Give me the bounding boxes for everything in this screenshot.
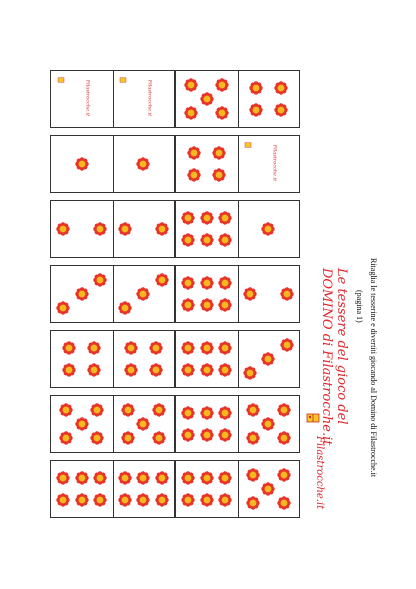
domino-tile (50, 265, 175, 323)
flower-pip-icon (277, 431, 291, 445)
tile-book-icon (244, 142, 252, 148)
flower-pip-icon (274, 81, 288, 95)
flower-pip-icon (200, 233, 214, 247)
domino-tile (50, 200, 175, 258)
tile-half-bottom (238, 331, 300, 387)
flower-pip-icon (121, 403, 135, 417)
flower-pip-icon (187, 168, 201, 182)
flower-pip-icon (124, 341, 138, 355)
tile-half-bottom (113, 201, 175, 257)
flower-pip-icon (59, 431, 73, 445)
flower-pip-icon (136, 471, 150, 485)
flower-pip-icon (261, 417, 275, 431)
flower-pip-icon (149, 363, 163, 377)
tile-half-top (176, 331, 238, 387)
flower-pip-icon (155, 273, 169, 287)
tile-half-bottom (113, 396, 175, 452)
flower-pip-icon (75, 417, 89, 431)
tile-half-top (176, 396, 238, 452)
tile-half-top (176, 201, 238, 257)
title-block (319, 268, 349, 445)
tile-half-bottom (113, 331, 175, 387)
flower-pip-icon (93, 273, 107, 287)
book-logo-icon (306, 412, 320, 424)
flower-pip-icon (181, 428, 195, 442)
flower-pip-icon (243, 366, 257, 380)
flower-pip-icon (118, 493, 132, 507)
flower-pip-icon (118, 471, 132, 485)
flower-pip-icon (246, 431, 260, 445)
flower-pip-icon (212, 146, 226, 160)
flower-pip-icon (56, 493, 70, 507)
flower-pip-icon (87, 341, 101, 355)
flower-pip-icon (277, 403, 291, 417)
flower-pip-icon (200, 341, 214, 355)
flower-pip-icon (261, 482, 275, 496)
flower-pip-icon (93, 471, 107, 485)
flower-pip-icon (246, 496, 260, 510)
tile-half-bottom (113, 266, 175, 322)
tile-logo-text: Filastrocche.it (145, 79, 152, 117)
tile-half-bottom (238, 136, 300, 192)
flower-pip-icon (280, 338, 294, 352)
flower-pip-icon (75, 471, 89, 485)
flower-pip-icon (261, 352, 275, 366)
flower-pip-icon (200, 363, 214, 377)
domino-tile (50, 70, 175, 128)
flower-pip-icon (218, 276, 232, 290)
flower-pip-icon (218, 341, 232, 355)
flower-pip-icon (181, 298, 195, 312)
flower-pip-icon (249, 103, 263, 117)
flower-pip-icon (181, 406, 195, 420)
flower-pip-icon (136, 157, 150, 171)
flower-pip-icon (184, 106, 198, 120)
flower-pip-icon (280, 287, 294, 301)
tile-half-bottom (238, 201, 300, 257)
flower-pip-icon (215, 106, 229, 120)
domino-tile (175, 330, 300, 388)
flower-pip-icon (246, 468, 260, 482)
tile-half-bottom (238, 461, 300, 517)
tile-logo-text: Filastrocche.it (84, 79, 91, 117)
flower-pip-icon (62, 341, 76, 355)
tile-half-bottom (113, 461, 175, 517)
tile-half-top (51, 266, 113, 322)
flower-pip-icon (121, 431, 135, 445)
flower-pip-icon (155, 222, 169, 236)
flower-pip-icon (200, 471, 214, 485)
flower-pip-icon (181, 211, 195, 225)
flower-pip-icon (155, 471, 169, 485)
domino-tile (50, 460, 175, 518)
tile-half-bottom (238, 266, 300, 322)
flower-pip-icon (56, 222, 70, 236)
flower-pip-icon (184, 78, 198, 92)
flower-pip-icon (181, 233, 195, 247)
flower-pip-icon (75, 287, 89, 301)
tile-half-top (51, 136, 113, 192)
flower-pip-icon (155, 493, 169, 507)
flower-pip-icon (200, 92, 214, 106)
flower-pip-icon (56, 471, 70, 485)
flower-pip-icon (215, 78, 229, 92)
flower-pip-icon (181, 363, 195, 377)
flower-pip-icon (136, 417, 150, 431)
flower-pip-icon (218, 363, 232, 377)
tile-half-top (176, 461, 238, 517)
tile-half-top (51, 201, 113, 257)
flower-pip-icon (246, 403, 260, 417)
flower-pip-icon (118, 222, 132, 236)
flower-pip-icon (118, 301, 132, 315)
domino-tile (175, 395, 300, 453)
tile-half-top (176, 136, 238, 192)
flower-pip-icon (181, 471, 195, 485)
flower-pip-icon (181, 341, 195, 355)
tile-half-top (176, 71, 238, 127)
page-label-block (355, 290, 378, 323)
flower-pip-icon (200, 211, 214, 225)
title-line-2: DOMINO di Filastrocche.it (319, 268, 334, 446)
flower-pip-icon (200, 276, 214, 290)
flower-pip-icon (218, 428, 232, 442)
flower-pip-icon (277, 468, 291, 482)
flower-pip-icon (218, 471, 232, 485)
flower-pip-icon (243, 287, 257, 301)
flower-pip-icon (212, 168, 226, 182)
flower-pip-icon (200, 406, 214, 420)
tile-half-top (51, 461, 113, 517)
logo-block (314, 436, 325, 509)
flower-pip-icon (93, 222, 107, 236)
flower-pip-icon (87, 363, 101, 377)
tile-half-top (51, 331, 113, 387)
domino-tile (175, 70, 300, 128)
flower-pip-icon (90, 403, 104, 417)
tile-half-top (176, 266, 238, 322)
domino-tile (50, 395, 175, 453)
domino-tile (175, 200, 300, 258)
flower-pip-icon (136, 287, 150, 301)
flower-pip-icon (200, 428, 214, 442)
flower-pip-icon (56, 301, 70, 315)
tile-half-bottom (113, 71, 175, 127)
flower-pip-icon (181, 493, 195, 507)
tile-half-top (51, 396, 113, 452)
tile-book-icon (57, 77, 65, 83)
title-line-1: Le tessere del gioco del (334, 268, 349, 425)
domino-tile (50, 135, 175, 193)
flower-pip-icon (200, 493, 214, 507)
flower-pip-icon (218, 493, 232, 507)
domino-tile (175, 265, 300, 323)
flower-pip-icon (181, 276, 195, 290)
flower-pip-icon (136, 493, 150, 507)
flower-pip-icon (261, 222, 275, 236)
flower-pip-icon (75, 157, 89, 171)
flower-pip-icon (218, 298, 232, 312)
tile-half-bottom (238, 71, 300, 127)
domino-tile (175, 460, 300, 518)
flower-pip-icon (218, 406, 232, 420)
flower-pip-icon (277, 496, 291, 510)
flower-pip-icon (149, 341, 163, 355)
flower-pip-icon (75, 493, 89, 507)
flower-pip-icon (152, 431, 166, 445)
flower-pip-icon (62, 363, 76, 377)
tile-half-bottom (238, 396, 300, 452)
flower-pip-icon (218, 211, 232, 225)
flower-pip-icon (152, 403, 166, 417)
flower-pip-icon (59, 403, 73, 417)
flower-pip-icon (200, 298, 214, 312)
flower-pip-icon (124, 363, 138, 377)
flower-pip-icon (218, 233, 232, 247)
flower-pip-icon (93, 493, 107, 507)
flower-pip-icon (90, 431, 104, 445)
logo-text: Filastrocche.it (314, 436, 325, 510)
flower-pip-icon (249, 81, 263, 95)
flower-pip-icon (274, 103, 288, 117)
tile-logo-text: Filastrocche.it (270, 144, 277, 182)
domino-tile (175, 135, 300, 193)
tile-half-top (51, 71, 113, 127)
tile-book-icon (119, 77, 127, 83)
flower-pip-icon (187, 146, 201, 160)
tile-half-bottom (113, 136, 175, 192)
domino-tile (50, 330, 175, 388)
subtitle: Ritaglia le tesserine e divertiti giocando al Domino di Filastrocche.it (369, 258, 378, 478)
page-label: (pagina 1) (355, 290, 364, 323)
